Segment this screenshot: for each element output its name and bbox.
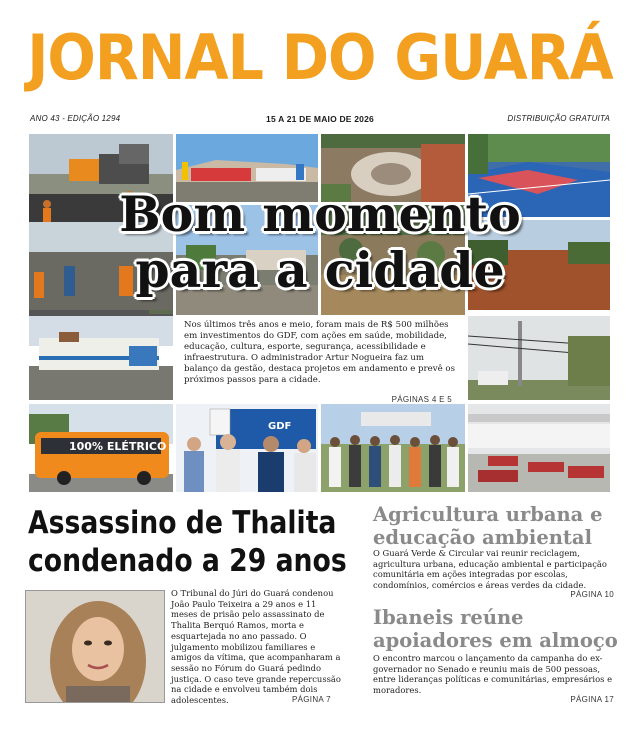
photo-group-ceremony xyxy=(321,404,465,492)
story4-headline-line1: Ibaneis reúne xyxy=(373,606,524,629)
story3-headline-line1: Agricultura urbana e xyxy=(373,503,603,526)
photo-power-lines xyxy=(468,316,610,400)
edition-date: 15 A 21 DE MAIO DE 2026 xyxy=(266,114,374,124)
event-banner-label: GDF xyxy=(268,421,292,432)
masthead xyxy=(0,20,640,96)
story3-page-ref: PÁGINA 10 xyxy=(570,590,614,599)
story4-body: O encontro marcou o lançamento da campanha do ex-governador no Senado e reuniu mais de 500 pessoas, entre lideranças políticas e comunitárias, empresários e moradores. xyxy=(373,653,613,695)
cover-headline xyxy=(30,186,610,298)
story2-body: O Tribunal do Júri do Guará condenou João Paulo Teixeira a 29 anos e 11 meses de prisão pelo assassinato de Thalita Berquó Ramos, morta e esquartejada no ano passado. O julgamento mobilizou familiares e amigos da vítima, que acompanharam a sessão no Fórum do Guará pedindo justiça. O caso teve grande repercussão na cidade e envolveu também dois adolescentes. xyxy=(171,588,341,706)
edition-number: ANO 43 - EDIÇÃO 1294 xyxy=(30,114,121,123)
cover-headline-line1: Bom momento xyxy=(119,185,521,243)
edition-bar xyxy=(30,114,610,128)
story2-headline-line2: condenado a 29 anos xyxy=(28,543,347,579)
photo-classroom xyxy=(468,404,610,492)
distribution-note: DISTRIBUIÇÃO GRATUITA xyxy=(507,114,610,123)
story2-headline xyxy=(28,504,347,580)
story4-headline xyxy=(373,606,618,652)
victim-portrait xyxy=(25,590,165,703)
cover-lead-text: Nos últimos três anos e meio, foram mais de R$ 500 milhões em investimentos do GDF, com ações em saúde, mobilidade, educação, cultura, esporte, segurança, acessibilidade e infraestrutura. O administrador Artur Nogueira faz um balanço da gestão, destaca projetos em andamento e prevê os próximos passos para a cidade. xyxy=(184,320,456,385)
story3-body: O Guará Verde & Circular vai reunir reciclagem, agricultura urbana, educação ambiental e participação comunitária em ações integradas por escolas, condomínios, comércios e áreas verdes da cidade. xyxy=(373,548,607,590)
story4-page-ref: PÁGINA 17 xyxy=(570,695,614,704)
story4-headline-line2: apoiadores em almoço xyxy=(373,629,618,652)
cover-page-ref: PÁGINAS 4 E 5 xyxy=(391,395,452,404)
photo-officials-event xyxy=(176,404,318,492)
masthead-title: JORNAL DO GUARÁ xyxy=(27,21,613,95)
story3-headline-line2: educação ambiental xyxy=(373,526,592,549)
photo-health-center xyxy=(29,316,173,400)
story3-headline xyxy=(373,503,603,549)
cover-lead-box xyxy=(178,316,464,404)
photo-electric-bus xyxy=(29,404,173,492)
story2-headline-line1: Assassino de Thalita xyxy=(28,505,337,541)
bus-sign-label: 100% ELÉTRICO xyxy=(69,440,167,453)
cover-headline-line2: para a cidade xyxy=(135,241,505,299)
story2-page-ref: PÁGINA 7 xyxy=(292,695,331,704)
